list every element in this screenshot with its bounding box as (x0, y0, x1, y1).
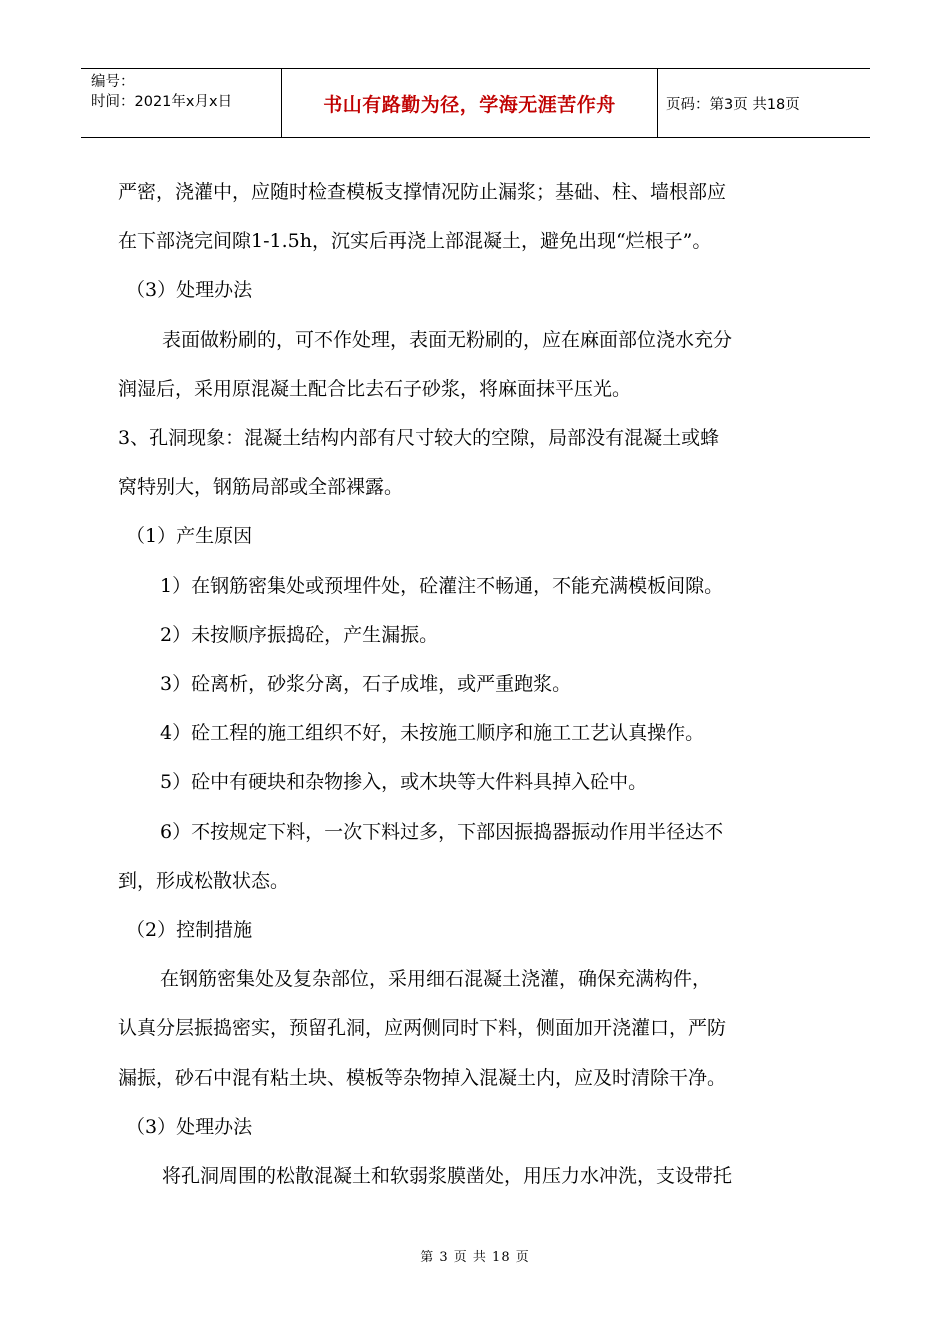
paragraph-line: 表面做粉刷的，可不作处理，表面无粉刷的，应在麻面部位浇水充分 (162, 328, 733, 351)
paragraph-line: 认真分层振捣密实，预留孔洞，应两侧同时下料，侧面加开浇灌口，严防 (118, 1017, 727, 1040)
header-motto: 书山有路勤为径，学海无涯苦作舟 (282, 69, 658, 137)
section-heading: （3）处理办法 (126, 279, 253, 302)
list-item: 4）砼工程的施工组织不好，未按施工顺序和施工工艺认真操作。 (160, 722, 705, 745)
list-item: 5）砼中有硬块和杂物掺入，或木块等大件料具掉入砼中。 (160, 771, 648, 794)
header-meta (81, 69, 282, 137)
section-heading: （1）产生原因 (126, 525, 253, 548)
paragraph-line: 3、孔洞现象：混凝土结构内部有尺寸较大的空隙，局部没有混凝土或蜂 (118, 427, 720, 450)
list-item: 2）未按顺序振捣砼，产生漏振。 (160, 623, 439, 646)
paragraph-line: 在下部浇完间隙1-1.5h，沉实后再浇上部混凝土，避免出现“烂根子”。 (118, 230, 712, 253)
document-header (81, 68, 870, 138)
header-page-info: 页码：第3页 共18页 (666, 96, 800, 113)
section-heading: （2）控制措施 (126, 919, 253, 942)
paragraph-line: 将孔洞周围的松散混凝土和软弱浆膜凿处，用压力水冲洗，支设带托 (162, 1165, 733, 1188)
paragraph-line: 严密，浇灌中，应随时检查模板支撑情况防止漏浆；基础、柱、墙根部应 (118, 181, 727, 203)
list-item: 6）不按规定下料，一次下料过多，下部因振捣器振动作用半径达不 (160, 820, 724, 843)
page-footer: 第 3 页 共 18 页 (420, 1250, 530, 1265)
document-body (118, 168, 834, 1201)
section-heading: （3）处理办法 (126, 1115, 253, 1138)
document-number-label: 编号： (91, 74, 135, 90)
document-date-label: 时间：2021年x月x日 (91, 94, 233, 110)
list-item: 3）砼离析，砂浆分离，石子成堆，或严重跑浆。 (160, 673, 572, 696)
list-item: 1）在钢筋密集处或预埋件处，砼灌注不畅通，不能充满模板间隙。 (160, 574, 724, 597)
paragraph-line: 在钢筋密集处及复杂部位，采用细石混凝土浇灌，确保充满构件， (160, 968, 712, 991)
paragraph-line: 窝特别大，钢筋局部或全部裸露。 (118, 476, 404, 499)
paragraph-line: 到，形成松散状态。 (118, 869, 290, 892)
paragraph-line: 润湿后，采用原混凝土配合比去石子砂浆，将麻面抹平压光。 (118, 377, 632, 400)
paragraph-line: 漏振，砂石中混有粘土块、模板等杂物掉入混凝土内，应及时清除干净。 (118, 1066, 727, 1089)
